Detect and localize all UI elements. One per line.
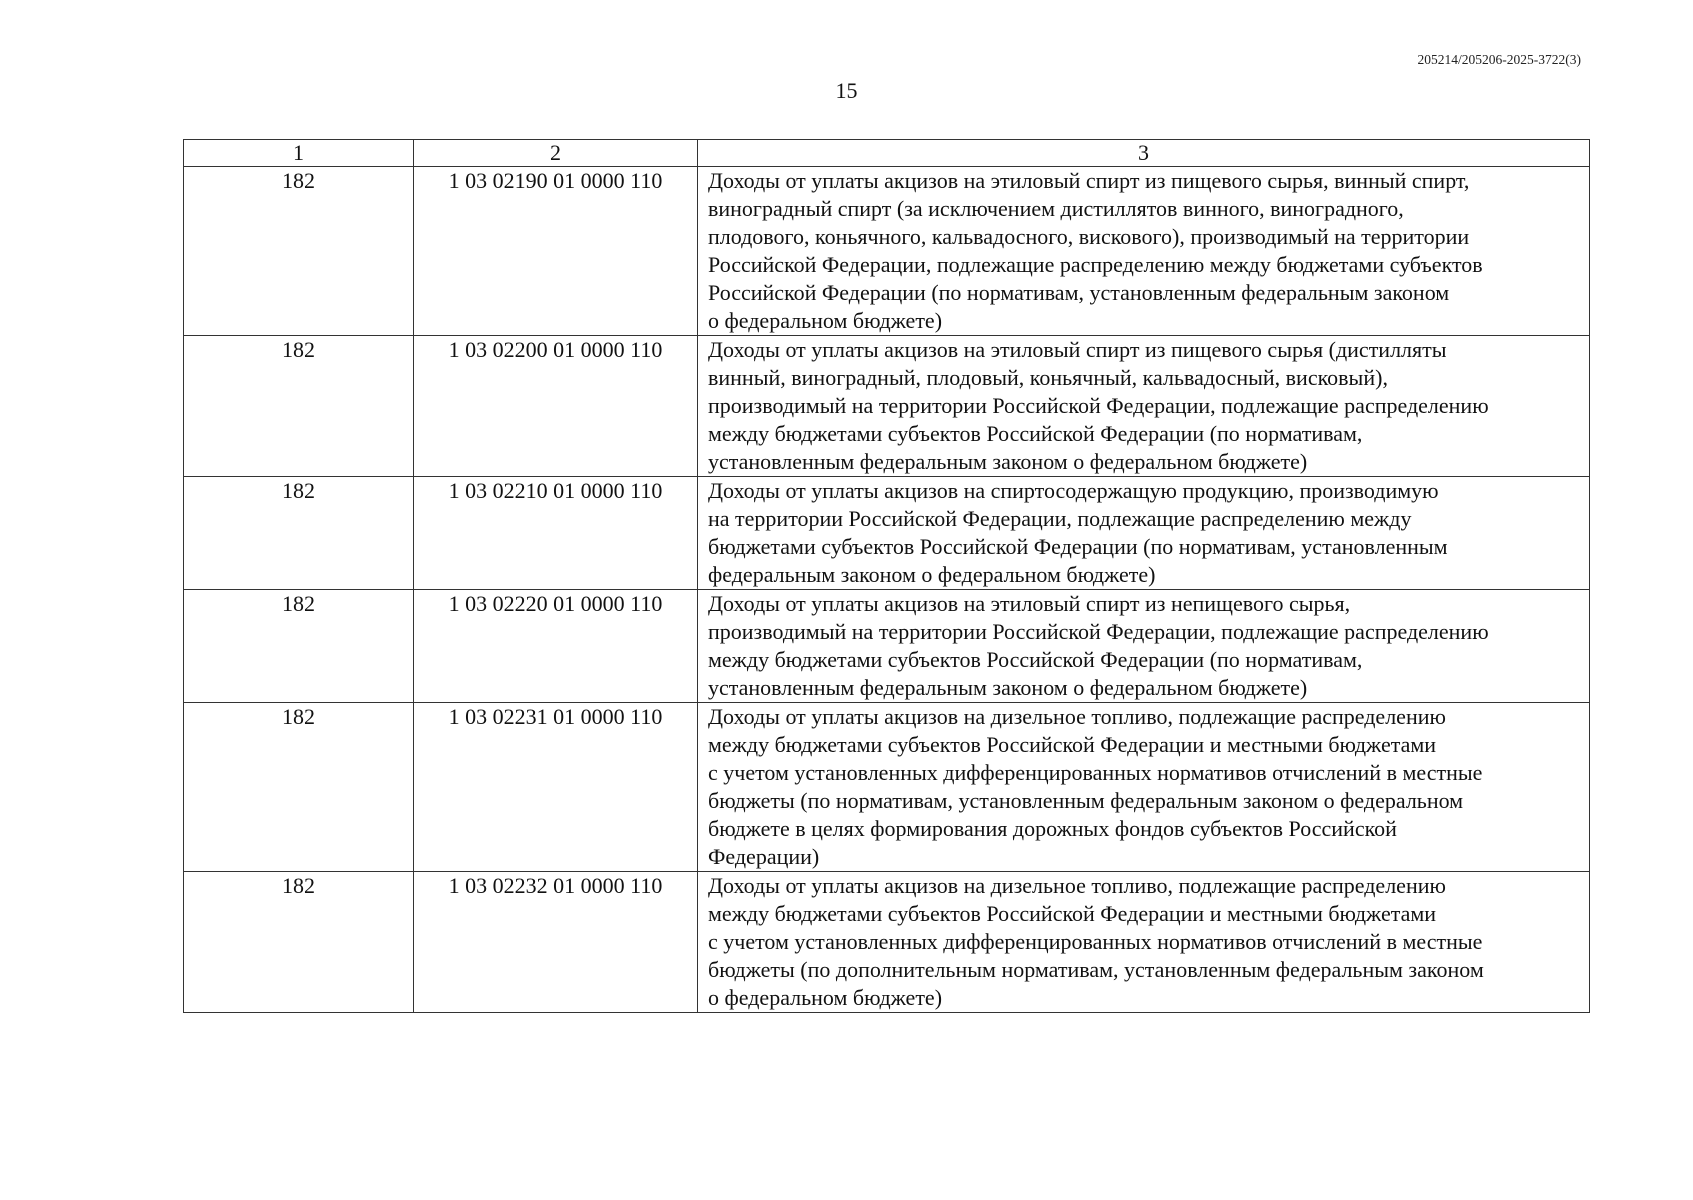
budget-code-cell: 1 03 02200 01 0000 110 bbox=[414, 336, 698, 477]
description-line: Российской Федерации, подлежащие распределению между бюджетами субъектов bbox=[708, 252, 1483, 277]
description-line: между бюджетами субъектов Российской Федерации (по нормативам, bbox=[708, 647, 1363, 672]
description-line: бюджеты (по нормативам, установленным федеральным законом о федеральном bbox=[708, 788, 1464, 813]
description-line: Доходы от уплаты акцизов на дизельное топливо, подлежащие распределению bbox=[708, 704, 1446, 729]
description-line: федеральным законом о федеральном бюджете) bbox=[708, 562, 1156, 587]
description-line: производимый на территории Российской Федерации, подлежащие распределению bbox=[708, 619, 1489, 644]
description-cell bbox=[698, 590, 1590, 703]
column-header-2: 2 bbox=[414, 140, 698, 167]
revenue-table bbox=[183, 139, 1590, 1013]
table-header-row bbox=[184, 140, 1590, 167]
table-row bbox=[184, 872, 1590, 1013]
budget-code-cell: 1 03 02210 01 0000 110 bbox=[414, 477, 698, 590]
description-line: Доходы от уплаты акцизов на этиловый спирт из пищевого сырья (дистилляты bbox=[708, 337, 1447, 362]
admin-code-cell: 182 bbox=[184, 477, 414, 590]
table-row bbox=[184, 336, 1590, 477]
budget-code-cell: 1 03 02231 01 0000 110 bbox=[414, 703, 698, 872]
description-line: на территории Российской Федерации, подлежащие распределению между bbox=[708, 506, 1412, 531]
description-cell bbox=[698, 703, 1590, 872]
description-cell bbox=[698, 167, 1590, 336]
column-header-3: 3 bbox=[698, 140, 1590, 167]
description-line: бюджеты (по дополнительным нормативам, установленным федеральным законом bbox=[708, 957, 1484, 982]
description-line: о федеральном бюджете) bbox=[708, 308, 943, 333]
admin-code-cell: 182 bbox=[184, 872, 414, 1013]
table-row bbox=[184, 477, 1590, 590]
table-row bbox=[184, 167, 1590, 336]
description-cell bbox=[698, 872, 1590, 1013]
description-line: Доходы от уплаты акцизов на этиловый спирт из непищевого сырья, bbox=[708, 591, 1351, 616]
description-line: производимый на территории Российской Федерации, подлежащие распределению bbox=[708, 393, 1489, 418]
description-line: бюджетами субъектов Российской Федерации (по нормативам, установленным bbox=[708, 534, 1448, 559]
table-row bbox=[184, 703, 1590, 872]
description-line: Российской Федерации (по нормативам, установленным федеральным законом bbox=[708, 280, 1450, 305]
description-line: с учетом установленных дифференцированных нормативов отчислений в местные bbox=[708, 760, 1483, 785]
budget-code-cell: 1 03 02232 01 0000 110 bbox=[414, 872, 698, 1013]
document-id: 205214/205206-2025-3722(3) bbox=[1417, 52, 1581, 67]
description-line: установленным федеральным законом о федеральном бюджете) bbox=[708, 675, 1308, 700]
description-line: плодового, коньячного, кальвадосного, вискового), производимый на территории bbox=[708, 224, 1470, 249]
admin-code-cell: 182 bbox=[184, 703, 414, 872]
page-number: 15 bbox=[835, 78, 858, 103]
description-line: о федеральном бюджете) bbox=[708, 985, 943, 1010]
description-line: Федерации) bbox=[708, 844, 820, 869]
budget-code-cell: 1 03 02220 01 0000 110 bbox=[414, 590, 698, 703]
description-line: Доходы от уплаты акцизов на этиловый спирт из пищевого сырья, винный спирт, bbox=[708, 168, 1470, 193]
description-line: с учетом установленных дифференцированных нормативов отчислений в местные bbox=[708, 929, 1483, 954]
admin-code-cell: 182 bbox=[184, 590, 414, 703]
description-line: между бюджетами субъектов Российской Федерации и местными бюджетами bbox=[708, 901, 1437, 926]
description-line: бюджете в целях формирования дорожных фондов субъектов Российской bbox=[708, 816, 1397, 841]
description-line: винный, виноградный, плодовый, коньячный, кальвадосный, висковый), bbox=[708, 365, 1388, 390]
description-line: установленным федеральным законом о федеральном бюджете) bbox=[708, 449, 1308, 474]
admin-code-cell: 182 bbox=[184, 336, 414, 477]
description-line: между бюджетами субъектов Российской Федерации (по нормативам, bbox=[708, 421, 1363, 446]
description-cell bbox=[698, 477, 1590, 590]
description-line: между бюджетами субъектов Российской Федерации и местными бюджетами bbox=[708, 732, 1437, 757]
admin-code-cell: 182 bbox=[184, 167, 414, 336]
table-row bbox=[184, 590, 1590, 703]
description-line: Доходы от уплаты акцизов на спиртосодержащую продукцию, производимую bbox=[708, 478, 1439, 503]
description-line: Доходы от уплаты акцизов на дизельное топливо, подлежащие распределению bbox=[708, 873, 1446, 898]
description-cell bbox=[698, 336, 1590, 477]
description-line: виноградный спирт (за исключением дистиллятов винного, виноградного, bbox=[708, 196, 1404, 221]
column-header-1: 1 bbox=[184, 140, 414, 167]
budget-code-cell: 1 03 02190 01 0000 110 bbox=[414, 167, 698, 336]
